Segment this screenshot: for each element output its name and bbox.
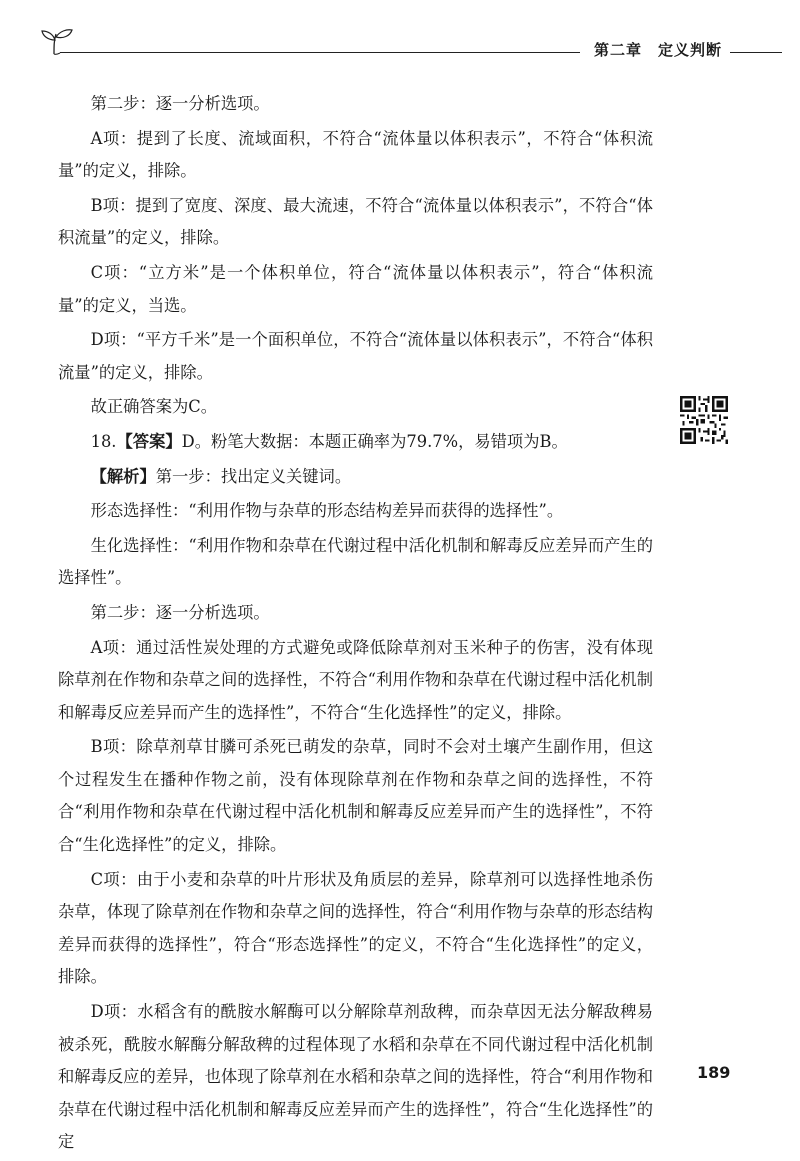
paragraph: C项：“立方米”是一个体积单位，符合“流体量以体积表示”，符合“体积流量”的定义，当选。: [58, 262, 653, 315]
paragraph: 故正确答案为C。: [90, 397, 218, 417]
paragraph: 第二步：逐一分析选项。: [90, 94, 270, 113]
answer-paragraph: 18.【答案】D。粉笔大数据：本题正确率为79.7%，易错项为B。: [90, 431, 568, 451]
question-number: 18.: [90, 431, 117, 451]
paragraph: A项：提到了长度、流域面积，不符合“流体量以体积表示”，不符合“体积流量”的定义，排除。: [58, 128, 653, 181]
page-body: [58, 88, 653, 1161]
page-number: 189: [697, 1063, 731, 1082]
paragraph: C项：由于小麦和杂草的叶片形状及角质层的差异，除草剂可以选择性地杀伤杂草，体现了除草剂在作物和杂草之间的选择性，符合“利用作物与杂草的形态结构差异而获得的选择性”，符合“形态选择性”的定义，不符合“生化选择性”的定义，排除。: [58, 869, 653, 987]
answer-tag: 【答案】: [116, 431, 182, 451]
analysis-paragraph: 【解析】第一步：找出定义关键词。: [90, 466, 352, 486]
analysis-tag: 【解析】: [90, 466, 156, 486]
header-rule-left: [60, 52, 580, 53]
header-chapter-title: [594, 39, 722, 60]
paragraph: 第二步：逐一分析选项。: [90, 602, 270, 622]
paragraph: 生化选择性：“利用作物和杂草在代谢过程中活化机制和解毒反应差异而产生的选择性”。: [58, 535, 653, 588]
header-rule-right: [730, 52, 782, 53]
section-label: 定义判断: [658, 41, 723, 59]
paragraph: D项：水稻含有的酰胺水解酶可以分解除草剂敌稗，而杂草因无法分解敌稗易被杀死，酰胺水解酶分解敌稗的过程体现了水稻和杂草在不同代谢过程中活化机制和解毒反应的差异，也体现了除草剂在水稻和杂草之间的选择性，符合“利用作物和杂草在代谢过程中活化机制和解毒反应差异而产生的选择性”，符合“生化选择性”的定: [58, 1002, 653, 1152]
chapter-label: 第二章: [594, 41, 643, 59]
running-header: [0, 28, 800, 68]
paragraph: B项：除草剂草甘膦可杀死已萌发的杂草，同时不会对土壤产生副作用，但这个过程发生在播种作物之前，没有体现除草剂在作物和杂草之间的选择性，不符合“利用作物和杂草在代谢过程中活化机制和解毒反应差异而产生的选择性”，不符合“生化选择性”的定义，排除。: [58, 737, 653, 855]
paragraph: 形态选择性：“利用作物与杂草的形态结构差异而获得的选择性”。: [90, 501, 564, 521]
qr-code-icon[interactable]: [680, 396, 728, 444]
paragraph: A项：通过活性炭处理的方式避免或降低除草剂对玉米种子的伤害，没有体现除草剂在作物和杂草之间的选择性，不符合“利用作物和杂草在代谢过程中活化机制和解毒反应差异而产生的选择性”，不符合“生化选择性”的定义，排除。: [58, 637, 653, 722]
paragraph: D项：“平方千米”是一个面积单位，不符合“流体量以体积表示”，不符合“体积流量”的定义，排除。: [58, 330, 653, 382]
paragraph: B项：提到了宽度、深度、最大流速，不符合“流体量以体积表示”，不符合“体积流量”的定义，排除。: [58, 195, 653, 248]
